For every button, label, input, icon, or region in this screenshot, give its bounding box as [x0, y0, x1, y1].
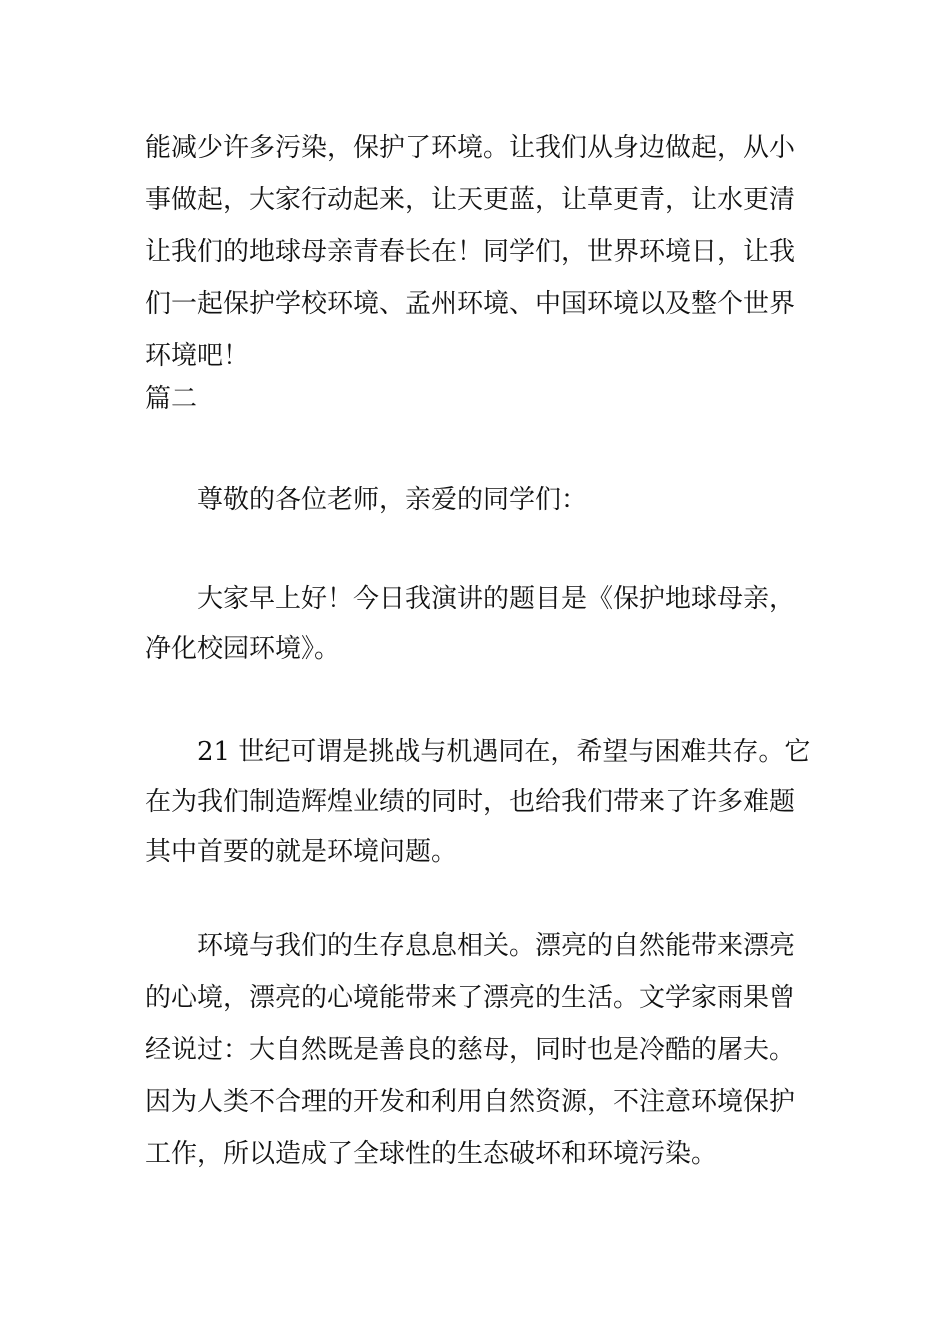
text-line: 让我们的地球母亲青春长在！同学们，世界环境日，让我	[145, 237, 796, 267]
text-line: 工作，所以造成了全球性的生态破坏和环境污染。	[145, 1139, 718, 1169]
text-line: 的心境，漂亮的心境能带来了漂亮的生活。文学家雨果曾	[145, 983, 796, 1013]
text-line: 净化校园环境》。	[145, 634, 341, 664]
text-line: 能减少许多污染，保护了环境。让我们从身边做起，从小	[145, 133, 796, 163]
text-line: 事做起，大家行动起来，让天更蓝，让草更青，让水更清	[145, 185, 796, 215]
text-line: 大家早上好！今日我演讲的题目是《保护地球母亲，	[197, 584, 796, 614]
greeting: 尊敬的各位老师，亲爱的同学们：	[197, 485, 588, 515]
section-heading: 篇二	[145, 384, 198, 414]
text-line: 在为我们制造辉煌业绩的同时，也给我们带来了许多难题	[145, 787, 796, 817]
text-line: 因为人类不合理的开发和利用自然资源，不注意环境保护	[145, 1087, 796, 1117]
text-line: 们一起保护学校环境、孟州环境、中国环境以及整个世界	[145, 289, 796, 319]
text-line: 其中首要的就是环境问题。	[145, 837, 458, 867]
text-line: 经说过：大自然既是善良的慈母，同时也是冷酷的屠夫。	[145, 1035, 796, 1065]
text-line: 环境吧！	[145, 341, 250, 371]
text-line: 21 世纪可谓是挑战与机遇同在，希望与困难共存。它	[197, 737, 811, 767]
text-line: 环境与我们的生存息息相关。漂亮的自然能带来漂亮	[197, 931, 796, 961]
